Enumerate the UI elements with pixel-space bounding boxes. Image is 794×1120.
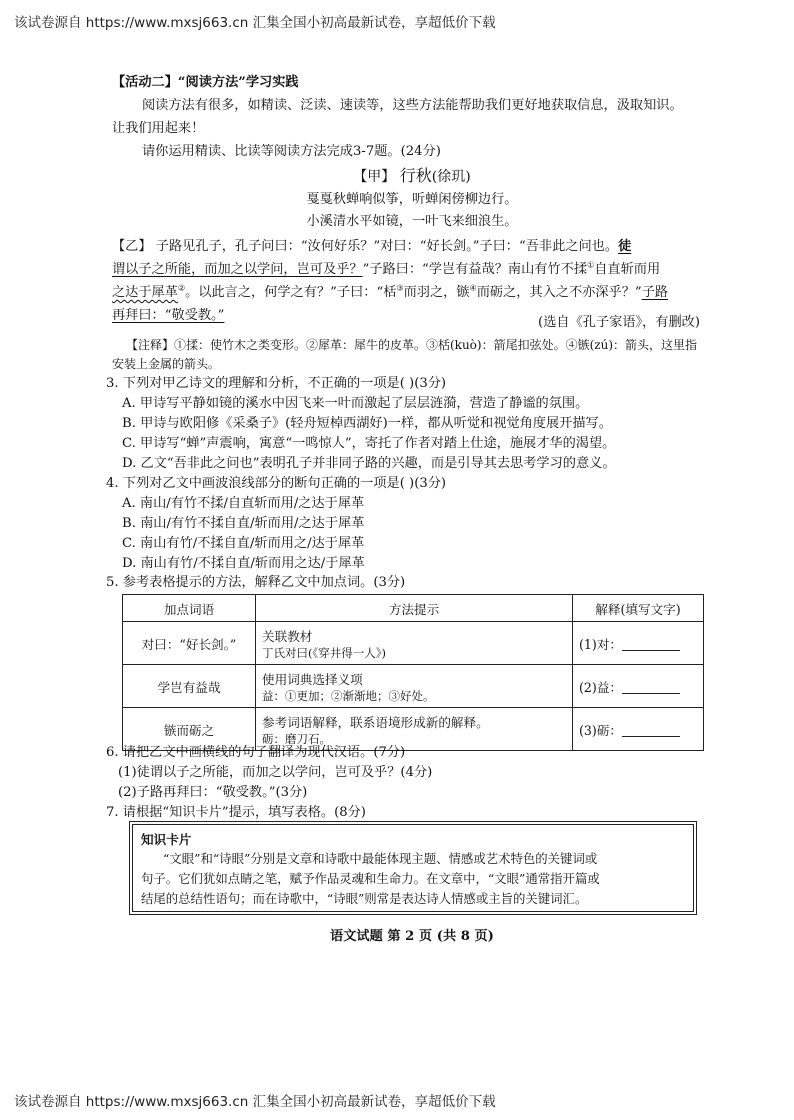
question-3-option-b: B. 甲诗与欧阳修《采桑子》(轻舟短棹西湖好)一样，都从听觉和视觉角度展开描写。 xyxy=(122,416,612,431)
passage-text: 而羽之，镞 xyxy=(403,285,470,300)
hint-line: 使用词典选择义项 xyxy=(262,671,363,687)
table-header: 方法提示 xyxy=(256,595,573,622)
answer-label: (1)对： xyxy=(579,636,623,652)
table-cell-word: 镞而砺之 xyxy=(123,708,256,751)
table-cell-answer xyxy=(573,708,704,751)
answer-label: (3)砺： xyxy=(579,722,623,738)
hint-line: 砺：磨刀石。 xyxy=(262,731,331,746)
table-row xyxy=(123,622,704,665)
underlined-sentence: 再拜曰：“敬受教。” xyxy=(112,308,225,323)
table-header: 加点词语 xyxy=(123,595,256,622)
table-row xyxy=(123,665,704,708)
question-3-option-c: C. 甲诗写“蝉”声震响，寓意“一鸣惊人”，寄托了作者对踏上仕途，施展才华的渴望。 xyxy=(122,436,616,451)
question-4-option-d: D. 南山有竹/不揉自直/斩而用之达/于犀革 xyxy=(122,556,365,571)
question-6-stem: 6. 请把乙文中画横线的句子翻译为现代汉语。(7分) xyxy=(106,745,406,760)
question-4-option-c: C. 南山有竹/不揉自直/斩而用之/达于犀革 xyxy=(122,536,365,551)
passage-text: ”子路曰：“学岂有益哉？南山有竹不揉 xyxy=(362,262,588,277)
source-banner-top: 该试卷源自 https://www.mxsj663.cn 汇集全国小初高最新试卷，享超低价下载 xyxy=(14,15,496,31)
note-marker: ① xyxy=(587,260,595,270)
answer-blank[interactable] xyxy=(622,681,680,694)
annotation-line-2: 安装上金属的箭头。 xyxy=(112,357,221,371)
passage-text: 。以此言之，何学之有？”子曰：“栝 xyxy=(185,285,397,300)
poem-line-2: 小溪清水平如镜，一叶飞来细浪生。 xyxy=(306,214,518,229)
knowledge-card-line-2: 句子。它们犹如点睛之笔，赋予作品灵魂和生命力。在文章中，“文眼”通常指开篇或 xyxy=(141,871,600,886)
section-title: 【活动二】“阅读方法”学习实践 xyxy=(112,75,299,90)
question-3-stem: 3. 下列对甲乙诗文的理解和分析，不正确的一项是( )(3分) xyxy=(106,376,447,391)
task-instruction: 请你运用精读、比读等阅读方法完成3-7题。(24分) xyxy=(142,144,441,159)
passage-line-3 xyxy=(112,284,668,302)
underlined-sentence: 徒 xyxy=(618,239,632,254)
passage-line-2 xyxy=(112,261,660,279)
wavy-underlined-text: 之达于犀革 xyxy=(112,285,178,300)
hint-line: 参考词语解释，联系语境形成新的解释。 xyxy=(262,714,489,730)
answer-blank[interactable] xyxy=(622,724,680,737)
underlined-sentence: 谓以子之所能，而加之以学问，岂可及乎？ xyxy=(112,262,363,277)
question-3-option-a: A. 甲诗写平静如镜的溪水中因飞来一叶而激起了层层涟漪，营造了静谧的氛围。 xyxy=(122,396,589,411)
knowledge-card-line-1: “文眼”和“诗眼”分别是文章和诗歌中最能体现主题、情感或艺术特色的关键词或 xyxy=(163,851,598,866)
passage-line-1 xyxy=(112,238,631,256)
intro-line-1: 阅读方法有很多，如精读、泛读、速读等，这些方法能帮助我们更好地获取信息，汲取知识。 xyxy=(142,98,683,113)
passage-text: 而砺之，其入之不亦深乎？” xyxy=(476,285,642,300)
answer-blank[interactable] xyxy=(622,638,680,651)
question-6-sentence-2: (2)子路再拜曰：“敬受教。”(3分) xyxy=(118,785,308,800)
question-5-stem: 5. 参考表格提示的方法，解释乙文中加点词。(3分) xyxy=(106,575,406,590)
question-4-option-b: B. 南山/有竹不揉自直/斩而用/之达于犀革 xyxy=(122,516,365,531)
note-marker: ② xyxy=(177,283,186,293)
poem-label: 【甲】 xyxy=(353,169,396,185)
question-4-option-a: A. 南山/有竹不揉/自直斩而用/之达于犀革 xyxy=(122,496,365,511)
knowledge-card-line-3: 结尾的总结性语句；而在诗歌中，“诗眼”则常是表达诗人情感或主旨的关键词汇。 xyxy=(141,891,588,906)
poem-title: 行秋 xyxy=(399,166,432,185)
question-7-stem: 7. 请根据“知识卡片”提示，填写表格。(8分) xyxy=(106,805,366,820)
knowledge-card xyxy=(132,824,694,912)
question-6-sentence-1: (1)徒谓以子之所能，而加之以学问，岂可及乎？(4分) xyxy=(118,765,433,780)
hint-line: 益：①更加；②渐渐地；③好处。 xyxy=(262,688,435,703)
table-cell-answer xyxy=(573,622,704,665)
intro-line-2: 让我们用起来！ xyxy=(112,121,205,136)
note-marker: ③ xyxy=(396,283,404,293)
table-cell-word: 对曰：“好长剑。” xyxy=(123,622,256,665)
table-header-row xyxy=(123,595,704,622)
poem-line-1: 戛戛秋蝉响似筝，听蝉闲傍柳边行。 xyxy=(306,192,518,207)
table-cell-hint xyxy=(256,665,573,708)
page-footer: 语文试题 第 2 页 (共 8 页) xyxy=(330,929,494,944)
table-cell-answer xyxy=(573,665,704,708)
table-header: 解释(填写文字) xyxy=(573,595,704,622)
annotation-line-1: 【注释】①揉：使竹木之类变形。②犀革：犀牛的皮革。③栝(kuò)：箭尾扣弦处。④镞(zú)：箭头，这里指 xyxy=(126,338,698,352)
hint-line: 关联教材 xyxy=(262,628,313,644)
knowledge-card-title: 知识卡片 xyxy=(141,832,192,847)
poem-heading xyxy=(112,167,712,186)
passage-line-4 xyxy=(112,307,224,325)
method-hint-table xyxy=(122,594,704,751)
poem-author: (徐玑) xyxy=(431,169,471,185)
passage-text: 自直斩而用 xyxy=(594,262,661,277)
passage-source: (选自《孔子家语》，有删改) xyxy=(538,315,700,330)
table-cell-word: 学岂有益哉 xyxy=(123,665,256,708)
question-4-stem: 4. 下列对乙文中画波浪线部分的断句正确的一项是( )(3分) xyxy=(106,476,447,491)
source-banner-bottom: 该试卷源自 https://www.mxsj663.cn 汇集全国小初高最新试卷，享超低价下载 xyxy=(14,1094,496,1110)
underlined-sentence: 子路 xyxy=(641,285,669,300)
passage-text: 【乙】 子路见孔子，孔子问曰：“汝何好乐？”对曰：“好长剑。”子曰：“吾非此之问也。 xyxy=(112,239,619,254)
hint-line: 丁氏对曰(《穿井得一人》) xyxy=(262,645,386,660)
note-marker: ④ xyxy=(469,283,477,293)
question-3-option-d: D. 乙文“吾非此之问也”表明孔子并非同子路的兴趣，而是引导其去思考学习的意义。 xyxy=(122,456,616,471)
answer-label: (2)益： xyxy=(579,679,623,695)
table-cell-hint xyxy=(256,622,573,665)
